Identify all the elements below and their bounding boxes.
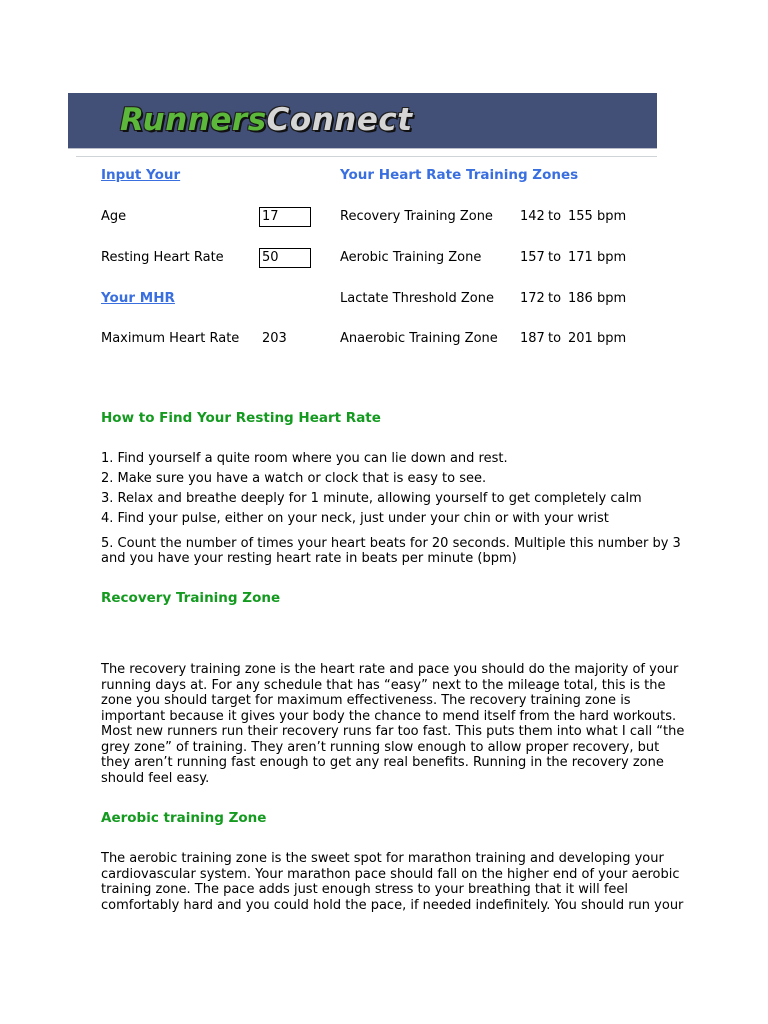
recovery-text-line: should feel easy. <box>101 770 210 786</box>
step-item: 1. Find yourself a quite room where you can lie down and rest. <box>101 451 508 466</box>
zone-low: 157 <box>520 250 545 265</box>
zone-high: 155 <box>568 209 593 224</box>
zone-unit: bpm <box>597 331 627 346</box>
step-item: 2. Make sure you have a watch or clock that is easy to see. <box>101 471 487 486</box>
recovery-text-line: running days at. For any schedule that has “easy” next to the mileage total, this is the <box>101 677 666 693</box>
aerobic-text-line: The aerobic training zone is the sweet spot for marathon training and developing your <box>101 851 664 866</box>
aerobic-text-line: comfortably hard and you could hold the pace, if needed indefinitely. You should run your <box>101 897 684 913</box>
step-item: 4. Find your pulse, either on your neck, just under your chin or with your wrist <box>101 511 609 526</box>
zone-unit: bpm <box>597 209 627 224</box>
step-item: 5. Count the number of times your heart beats for 20 seconds. Multiple this number by 3 <box>101 536 681 551</box>
recovery-text-line: important because it gives your body the chance to mend itself from the hard workouts. <box>101 708 677 724</box>
age-input[interactable]: 17 <box>259 207 311 227</box>
logo-connect-text: Connect <box>266 102 413 138</box>
zone-unit: bpm <box>597 291 627 306</box>
recovery-text-line: Most new runners run their recovery runs far too fast. This puts them into what I call “the <box>101 724 685 739</box>
aerobic-zone-heading: Aerobic training Zone <box>101 810 267 826</box>
zone-to: to <box>548 209 562 224</box>
zones-heading: Your Heart Rate Training Zones <box>340 167 579 183</box>
aerobic-text-line: training zone. The pace adds just enough stress to your breathing that it will feel <box>101 882 629 897</box>
recovery-text-line: The recovery training zone is the heart rate and pace you should do the majority of your <box>101 662 679 677</box>
zone-to: to <box>548 250 562 265</box>
header-divider <box>76 156 657 157</box>
zone-to: to <box>548 291 562 306</box>
step-item-cont: and you have your resting heart rate in beats per minute (bpm) <box>101 551 517 566</box>
logo-runners-text: Runners <box>120 102 267 138</box>
zone-high: 171 <box>568 250 593 265</box>
recovery-text-line: grey zone” of training. They aren’t running slow enough to allow proper recovery, but <box>101 739 660 755</box>
runnersconnect-logo <box>120 102 413 138</box>
header-banner <box>68 93 657 149</box>
zone-high: 186 <box>568 291 593 306</box>
resting-hr-heading: How to Find Your Resting Heart Rate <box>101 410 381 426</box>
zone-to: to <box>548 331 562 346</box>
age-label: Age <box>101 209 127 224</box>
input-your-heading[interactable]: Input Your <box>101 167 181 183</box>
aerobic-text-line: cardiovascular system. Your marathon pace should fall on the higher end of your aerobic <box>101 866 680 882</box>
resting-heart-rate-input[interactable]: 50 <box>259 248 311 268</box>
recovery-zone-heading: Recovery Training Zone <box>101 590 281 606</box>
recovery-text-line: they aren’t running fast enough to get any real benefits. Running in the recovery zone <box>101 755 664 770</box>
zone-low: 172 <box>520 291 545 306</box>
zone-name: Lactate Threshold Zone <box>340 291 494 306</box>
zone-unit: bpm <box>597 250 627 265</box>
zone-name: Recovery Training Zone <box>340 209 493 224</box>
max-heart-rate-label: Maximum Heart Rate <box>101 331 240 346</box>
max-heart-rate-value: 203 <box>262 331 287 346</box>
step-item: 3. Relax and breathe deeply for 1 minute, allowing yourself to get completely calm <box>101 491 642 506</box>
zone-low: 142 <box>520 209 545 224</box>
zone-high: 201 <box>568 331 593 346</box>
recovery-text-line: zone you should target for maximum effectiveness. The recovery training zone is <box>101 693 631 708</box>
your-mhr-heading[interactable]: Your MHR <box>101 290 175 306</box>
zone-name: Aerobic Training Zone <box>340 250 482 265</box>
zone-name: Anaerobic Training Zone <box>340 331 498 346</box>
resting-heart-rate-label: Resting Heart Rate <box>101 250 224 265</box>
zone-low: 187 <box>520 331 545 346</box>
